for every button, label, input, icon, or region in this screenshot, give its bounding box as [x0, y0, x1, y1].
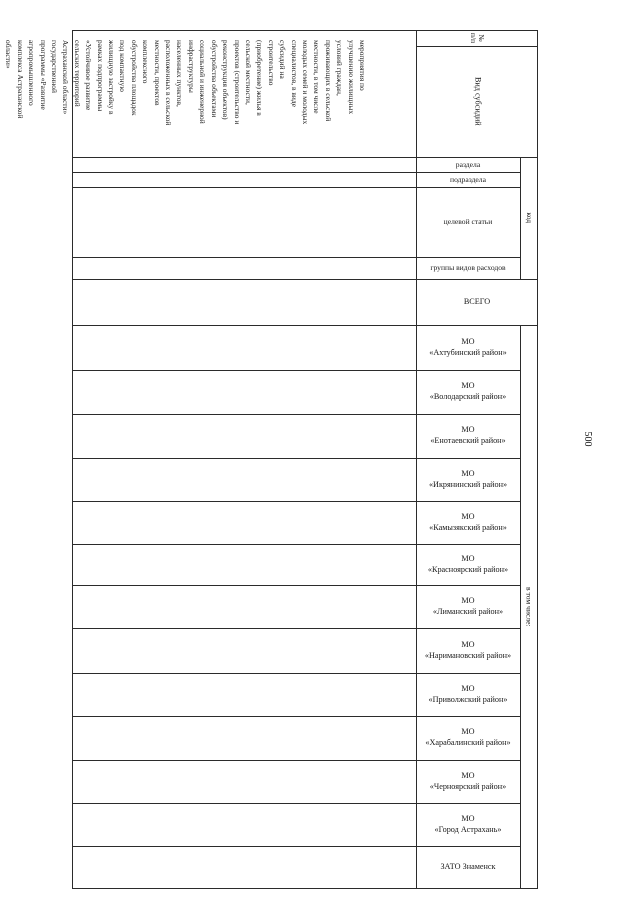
- municipality-prefix: МО: [461, 813, 475, 823]
- zato-name: ЗАТО Знаменск: [440, 861, 496, 871]
- description-line: строительство: [266, 40, 276, 86]
- description-line: обустройства площадок: [129, 40, 139, 116]
- municipality-name: «Харабалинский район»: [425, 738, 511, 747]
- municipality-cell: [416, 544, 520, 585]
- header-code-label: код: [524, 212, 534, 224]
- municipality-prefix: МО: [461, 425, 475, 435]
- header-expense-group-label: группы видов расходов: [430, 263, 506, 273]
- municipality-cell: [416, 803, 520, 846]
- description-line: инфраструктуры: [186, 40, 196, 93]
- municipality-prefix: МО: [461, 770, 475, 780]
- description-line: молодых семей и молодых: [300, 40, 310, 125]
- description-line: местности, в том числе: [312, 40, 322, 114]
- municipality-cell: [416, 760, 520, 803]
- header-including-label: в том числе:: [524, 587, 534, 627]
- header-section-label: раздела: [455, 159, 481, 169]
- municipality-prefix: МО: [461, 511, 475, 521]
- header-including-cell: [521, 325, 537, 889]
- municipality-cell: [416, 628, 520, 673]
- description-line: рамках подпрограммы: [95, 40, 105, 112]
- municipality-name: «Камызякский район»: [429, 522, 507, 532]
- description-line: обустройства объектами: [209, 40, 219, 118]
- description-line: расположенных в сельской: [164, 40, 174, 126]
- municipality-prefix: МО: [461, 639, 475, 649]
- municipality-cell: [416, 673, 520, 716]
- description-line: населенных пунктов,: [175, 40, 185, 107]
- description-line: проектов (строительство и: [232, 40, 242, 125]
- description-line: области»: [4, 40, 14, 69]
- description-line: под компактную: [118, 40, 128, 92]
- subsidy-description: [4, 40, 368, 152]
- description-line: комплекса Астраханской: [15, 40, 25, 119]
- description-line: «Устойчивое развитие: [84, 40, 94, 111]
- description-line: специалистов, в виде: [289, 40, 299, 107]
- zato-cell: [416, 846, 520, 888]
- header-total-cell: [416, 279, 538, 325]
- municipality-prefix: МО: [461, 553, 475, 563]
- page-number: 500: [582, 431, 593, 447]
- header-subsection-cell: [416, 172, 520, 187]
- municipality-cell: [416, 716, 520, 760]
- header-num-label: № п/п: [469, 32, 486, 44]
- municipality-cell: [416, 585, 520, 628]
- description-line: сельской местности,: [243, 40, 253, 105]
- municipality-name: «Наримановский район»: [424, 650, 512, 660]
- subsidy-description-text: [4, 40, 368, 152]
- municipality-cell: [416, 458, 520, 501]
- municipality-cell: [416, 325, 520, 370]
- description-line: социальной и инженерной: [198, 40, 208, 124]
- description-line: программы «Развитие: [38, 40, 48, 110]
- header-expense-group-cell: [416, 257, 520, 279]
- municipality-name: «Енотаевский район»: [430, 436, 506, 445]
- header-subsection-label: подраздела: [450, 174, 486, 184]
- description-line: Астраханской области»: [61, 40, 71, 115]
- table-right-border: [537, 30, 538, 889]
- description-line: комплексного: [141, 40, 151, 84]
- header-subsidy-type-cell: [416, 46, 538, 157]
- description-line: проживающих в сельской: [323, 40, 333, 122]
- description-line: субсидий на: [278, 40, 288, 79]
- description-line: жилищную застройку в: [107, 40, 117, 115]
- description-line: государственной: [50, 40, 60, 93]
- header-target-cell: [416, 187, 520, 257]
- header-target-label: целевой статьи: [443, 217, 493, 227]
- description-line: (приобретение) жилья в: [255, 40, 265, 116]
- table-bottom-border: [72, 888, 538, 889]
- header-num-cell: [416, 30, 538, 46]
- description-line: агропромышленного: [27, 40, 37, 106]
- municipality-name: «Город Астрахань»: [434, 824, 502, 834]
- municipality-prefix: МО: [461, 468, 475, 478]
- municipality-name: «Приволжский район»: [428, 694, 508, 704]
- header-section-cell: [416, 157, 520, 172]
- header-total-label: ВСЕГО: [463, 296, 491, 306]
- municipality-cell: [416, 501, 520, 544]
- municipality-prefix: МО: [461, 595, 475, 605]
- municipality-name: «Черноярский район»: [429, 781, 507, 791]
- municipality-prefix: МО: [461, 381, 475, 391]
- header-code-cell: [521, 157, 537, 279]
- municipality-prefix: МО: [461, 727, 475, 737]
- description-line: мероприятия по: [358, 40, 367, 91]
- municipality-name: «Икрянинский район»: [428, 479, 508, 489]
- description-line: местности, проектов: [152, 40, 162, 106]
- municipality-cell: [416, 414, 520, 458]
- description-line: условий граждан,: [335, 40, 345, 96]
- municipality-name: «Володарский район»: [429, 392, 507, 401]
- municipality-cell: [416, 370, 520, 414]
- description-line: сельских территорий: [72, 40, 82, 107]
- description-line: реконструкция объектов): [221, 40, 231, 120]
- header-subsidy-type-label: Вид субсидий: [473, 77, 483, 126]
- municipality-prefix: МО: [461, 336, 475, 346]
- municipality-prefix: МО: [461, 683, 475, 693]
- description-line: улучшению жилищных: [346, 40, 356, 115]
- municipality-name: «Ахтубинский район»: [429, 347, 507, 357]
- municipality-name: «Красноярский район»: [427, 564, 509, 574]
- municipality-name: «Лиманский район»: [432, 606, 504, 616]
